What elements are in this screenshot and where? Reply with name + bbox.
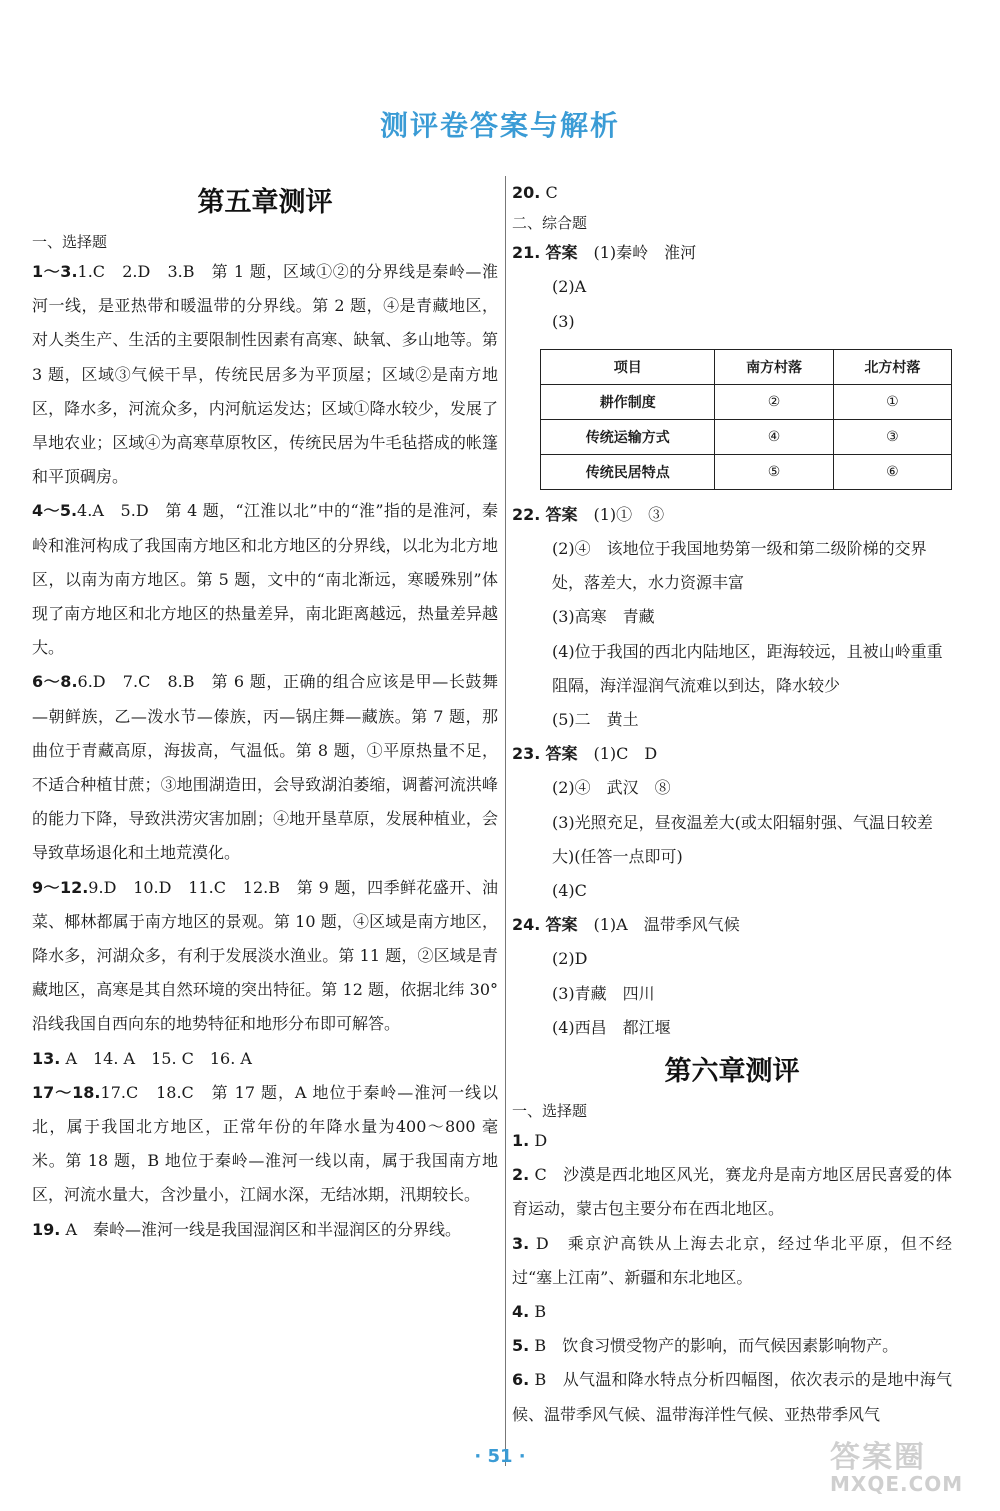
table-header: 南方村落 [715,349,833,384]
table-row [541,454,952,489]
answer-item: 17～18.17.C 18.C 第 17 题，A 地位于秦岭—淮河一线以北，属于我国北方地区，正常年份的年降水量为400～800 毫米。第 18 题，B 地位于秦岭—淮河一线以南，属于我国南方地区，河流水量大，含沙量小，江阔水深，无结冰期，汛期较长。 [32,1082,498,1205]
column-divider [505,176,506,1466]
right-column [512,176,952,1432]
answer-item: 6～8.6.D 7.C 8.B 第 6 题，正确的组合应该是甲—长鼓舞—朝鲜族，乙—泼水节—傣族，丙—锅庄舞—藏族。第 7 题，那曲位于青藏高原，海拔高，气温低。第 8 题，①平原热量不足，不适合种植甘蔗；③地围湖造田，会导致湖泊萎缩，调蓄河流洪峰的能力下降，导致洪涝灾害加剧；④地开垦草原，发展种植业，会导致草场退化和土地荒漠化。 [32,672,498,863]
answer-part: (3) [552,311,575,331]
answer-item: 4. B [512,1302,547,1322]
watermark-url: MXQE.COM [830,1472,964,1496]
answer-item: 5. B 饮食习惯受物产的影响，而气候因素影响物产。 [512,1336,899,1356]
table-cell: 传统运输方式 [541,419,715,454]
answer-item: 4～5.4.A 5.D 第 4 题，“江淮以北”中的“淮”指的是淮河，秦岭和淮河构成了我国南方地区和北方地区的分界线，以北为北方地区，以南为南方地区。第 5 题，文中的“南北渐远，寒暖殊别”体现了南方地区和北方地区的热量差异，南北距离越远，热量差异越大。 [32,501,498,658]
left-column [32,176,498,1247]
section-comprehensive: 二、综合题 [512,214,588,233]
table-header: 项目 [541,349,715,384]
answer-item-21: 21. 答案 (1)秦岭 淮河 [512,243,697,263]
table-cell: ⑤ [715,454,833,489]
page-number: · 51 · [474,1446,526,1467]
page-title: 测评卷答案与解析 [379,109,620,142]
table-header-row [541,349,952,384]
answer-item-22: 22. 答案 (1)① ③ [512,504,665,524]
answer-item: 1. D [512,1131,548,1151]
table-row [541,384,952,419]
answer-item: 19. A 秦岭—淮河一线是我国湿润区和半湿润区的分界线。 [32,1219,461,1239]
answer-part: (2)④ 该地位于我国地势第一级和第二级阶梯的交界处，落差大，水力资源丰富 [552,539,927,593]
answer-part: (2)D [552,949,588,969]
answer-part: (4)西昌 都江堰 [552,1017,671,1037]
answer-part: (4)位于我国的西北内陆地区，距海较远，且被山岭重重阻隔，海洋湿润气流难以到达，降水较少 [552,641,943,695]
watermark-logo [830,1432,990,1502]
answer-item-23: 23. 答案 (1)C D [512,744,658,764]
table-cell: ① [833,384,951,419]
answer-part: (3)高寒 青藏 [552,607,655,627]
answer-part: (3)青藏 四川 [552,983,655,1003]
answer-item-24: 24. 答案 (1)A 温带季风气候 [512,915,740,935]
table-cell: ⑥ [833,454,951,489]
chapter5-title: 第五章测评 [197,187,333,218]
answer-part: (2)A [552,277,587,297]
answer-item: 2. C 沙漠是西北地区风光，赛龙舟是南方地区居民喜爱的体育运动，蒙古包主要分布在西北地区。 [512,1165,952,1219]
answer-item: 1～3.1.C 2.D 3.B 第 1 题，区域①②的分界线是秦岭—淮河一线，是亚热带和暖温带的分界线。第 2 题，④是青藏地区，对人类生产、生活的主要限制性因素有高寒、缺氧、多山地等。第 3 题，区域③气候干旱，传统民居多为平顶屋；区域②是南方地区，降水多，河流众多，内河航运发达；区域①降水较少，发展了旱地农业；区域④为高寒草原牧区，传统民居为牛毛毡搭成的帐篷和平顶碉房。 [32,262,498,487]
watermark-text: 答案圈 [830,1440,926,1475]
answer-part: (2)④ 武汉 ⑧ [552,778,671,798]
table-cell: ③ [833,419,951,454]
answer-part: (5)二 黄土 [552,710,639,730]
answer-item-20: 20. C [512,183,558,202]
table-cell: 耕作制度 [541,384,715,419]
answer-item: 9～12.9.D 10.D 11.C 12.B 第 9 题，四季鲜花盛开、油菜、椰林都属于南方地区的景观。第 10 题，④区域是南方地区，降水多，河湖众多，有利于发展淡水渔业。第 11 题，②区域是青藏地区，高寒是其自然环境的突出特征。第 12 题，依据北纬 30°沿线我国自西向东的地势特征和地形分布即可解答。 [32,877,498,1034]
table-cell: ② [715,384,833,419]
village-comparison-table [540,349,952,490]
answer-part: (3)光照充足，昼夜温差大(或太阳辐射强、气温日较差大)(任答一点即可) [552,812,933,866]
table-cell: ④ [715,419,833,454]
section-choice-ch6: 一、选择题 [512,1102,588,1121]
answer-part: (4)C [552,881,587,901]
section-choice: 一、选择题 [32,233,108,251]
table-header: 北方村落 [833,349,951,384]
table-row [541,419,952,454]
chapter6-title: 第六章测评 [664,1056,800,1088]
answer-item: 13. A 14. A 15. C 16. A [32,1048,252,1068]
answer-item: 6. B 从气温和降水特点分析四幅图，依次表示的是地中海气候、温带季风气候、温带海洋性气候、亚热带季风气 [512,1370,952,1424]
answer-item: 3. D 乘京沪高铁从上海去北京，经过华北平原，但不经过“塞上江南”、新疆和东北地区。 [512,1233,952,1287]
table-cell: 传统民居特点 [541,454,715,489]
